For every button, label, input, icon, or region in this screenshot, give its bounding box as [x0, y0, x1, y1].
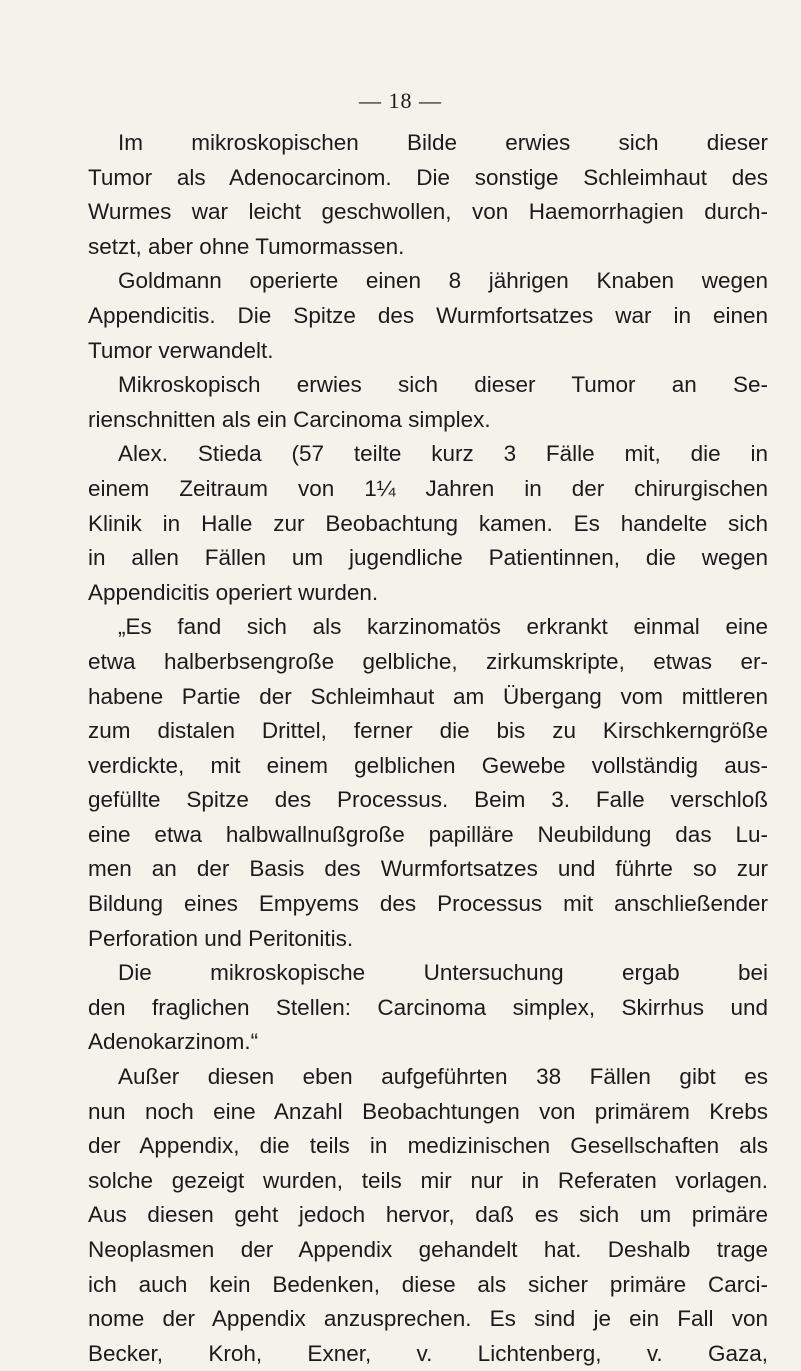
text-line: Tumor als Adenocarcinom. Die sonstige Schleimhaut des — [88, 164, 768, 190]
text-line: in allen Fällen um jugendliche Patientinnen, die wegen — [88, 545, 768, 571]
text-line: Adenokarzinom.“ — [88, 1029, 259, 1055]
text-line: der Appendix, die teils in medizinischen Gesellschaften als — [88, 1133, 768, 1159]
text-line: zum distalen Drittel, ferner die bis zu Kirschkerngröße — [88, 718, 768, 744]
text-line: nun noch eine Anzahl Beobachtungen von primärem Krebs — [88, 1098, 768, 1124]
text-line: Tumor verwandelt. — [88, 337, 274, 363]
text-line: Neoplasmen der Appendix gehandelt hat. Deshalb trage — [88, 1237, 768, 1262]
text-line: rienschnitten als ein Carcinoma simplex. — [88, 406, 491, 432]
text-line: etwa halberbsengroße gelbliche, zirkumskripte, etwas er- — [88, 648, 768, 674]
text-line: Appendicitis operiert wurden. — [88, 579, 379, 605]
text-line: Wurmes war leicht geschwollen, von Haemorrhagien durch- — [88, 199, 768, 225]
text-line: Alex. Stieda (57 teilte kurz 3 Fälle mit, die in — [118, 441, 768, 467]
text-line: ich auch kein Bedenken, diese als sicher primäre Carci- — [88, 1271, 768, 1297]
text-line: Mikroskopisch erwies sich dieser Tumor an Se- — [118, 372, 768, 398]
text-line: den fraglichen Stellen: Carcinoma simplex, Skirrhus und — [88, 994, 768, 1020]
page-number: — 18 — — [359, 88, 442, 113]
text-line: solche gezeigt wurden, teils mir nur in Referaten vorlagen. — [88, 1167, 768, 1193]
text-line: verdickte, mit einem gelblichen Gewebe vollständig aus- — [88, 752, 768, 778]
text-line: Goldmann operierte einen 8 jährigen Knaben wegen — [118, 268, 768, 294]
text-line: Aus diesen geht jedoch hervor, daß es sich um primäre — [88, 1202, 768, 1228]
text-line: „Es fand sich als karzinomatös erkrankt einmal eine — [118, 614, 768, 640]
text-line: gefüllte Spitze des Processus. Beim 3. Falle verschloß — [88, 787, 768, 813]
text-line: Klinik in Halle zur Beobachtung kamen. Es handelte sich — [88, 510, 768, 536]
text-line: Bildung eines Empyems des Processus mit anschließender — [88, 891, 768, 917]
text-line: nome der Appendix anzusprechen. Es sind je ein Fall von — [88, 1306, 768, 1332]
text-line: Becker, Kroh, Exner, v. Lichtenberg, v. Gaza, — [88, 1340, 768, 1366]
text-line: Außer diesen eben aufgeführten 38 Fällen gibt es — [118, 1064, 768, 1090]
text-line: setzt, aber ohne Tumormassen. — [88, 233, 405, 259]
text-line: habene Partie der Schleimhaut am Übergang vom mittleren — [88, 683, 768, 709]
text-line: Perforation und Peritonitis. — [88, 925, 354, 951]
text-line: eine etwa halbwallnußgroße papilläre Neubildung das Lu- — [88, 821, 768, 847]
text-line: Appendicitis. Die Spitze des Wurmfortsatzes war in einen — [88, 302, 768, 328]
text-line: einem Zeitraum von 1¼ Jahren in der chirurgischen — [88, 475, 768, 501]
text-line: Die mikroskopische Untersuchung ergab bei — [118, 960, 768, 986]
text-line: Im mikroskopischen Bilde erwies sich dieser — [118, 130, 768, 155]
body-text — [88, 126, 768, 1371]
text-line: men an der Basis des Wurmfortsatzes und führte so zur — [88, 856, 768, 882]
